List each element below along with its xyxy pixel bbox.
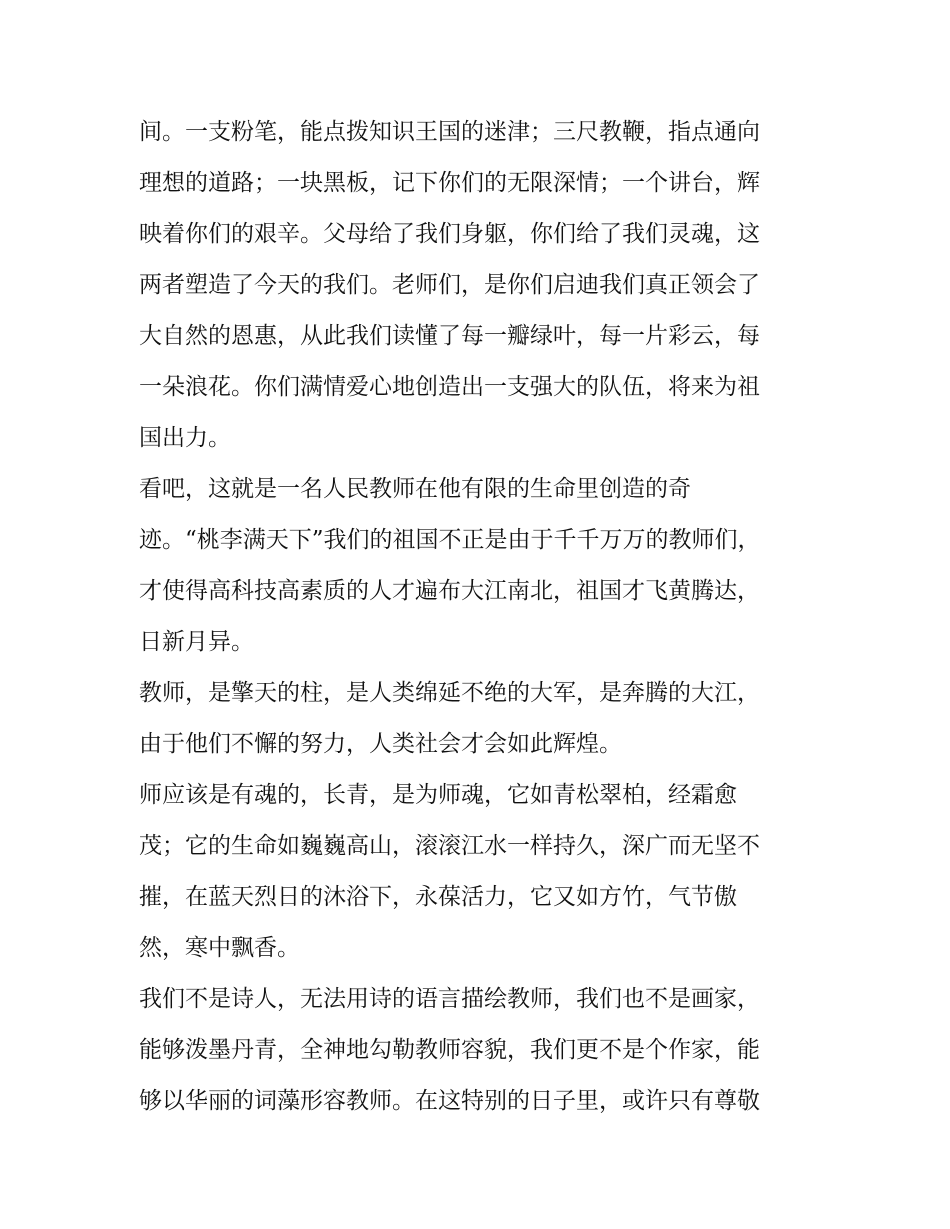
- text-line: 师应该是有魂的，长青，是为师魂，它如青松翠柏，经霜愈: [139, 782, 737, 808]
- text-line: 茂；它的生命如巍巍高山，滚滚江水一样持久，深广而无坚不: [139, 833, 760, 859]
- text-line: 理想的道路；一块黑板，记下你们的无限深情；一个讲台，辉: [139, 170, 760, 196]
- text-line: 迹。“桃李满天下”我们的祖国不正是由于千千万万的教师们，: [139, 527, 761, 553]
- text-line: 够以华丽的词藻形容教师。在这特别的日子里，或许只有尊敬: [139, 1088, 760, 1114]
- text-line: 摧，在蓝天烈日的沐浴下，永葆活力，它又如方竹，气节傲: [139, 884, 737, 910]
- text-line: 看吧，这就是一名人民教师在他有限的生命里创造的奇: [139, 476, 691, 502]
- text-line: 间。一支粉笔，能点拨知识王国的迷津；三尺教鞭，指点通向: [139, 119, 760, 145]
- body-text: [139, 107, 815, 1127]
- text-line: 我们不是诗人，无法用诗的语言描绘教师，我们也不是画家，: [139, 986, 760, 1012]
- text-line: 大自然的恩惠，从此我们读懂了每一瓣绿叶，每一片彩云，每: [139, 323, 760, 349]
- text-line: 然，寒中飘香。: [139, 935, 300, 961]
- text-line: 能够泼墨丹青，全神地勾勒教师容貌，我们更不是个作家，能: [139, 1037, 760, 1063]
- text-line: 日新月异。: [139, 629, 254, 655]
- text-line: 国出力。: [139, 425, 231, 451]
- text-line: 才使得高科技高素质的人才遍布大江南北，祖国才飞黄腾达，: [139, 578, 760, 604]
- text-line: 一朵浪花。你们满情爱心地创造出一支强大的队伍，将来为祖: [139, 374, 760, 400]
- text-line: 由于他们不懈的努力，人类社会才会如此辉煌。: [139, 731, 622, 757]
- text-line: 映着你们的艰辛。父母给了我们身躯，你们给了我们灵魂，这: [139, 221, 760, 247]
- text-line: 两者塑造了今天的我们。老师们，是你们启迪我们真正领会了: [139, 272, 760, 298]
- text-line: 教师，是擎天的柱，是人类绵延不绝的大军，是奔腾的大江，: [139, 680, 760, 706]
